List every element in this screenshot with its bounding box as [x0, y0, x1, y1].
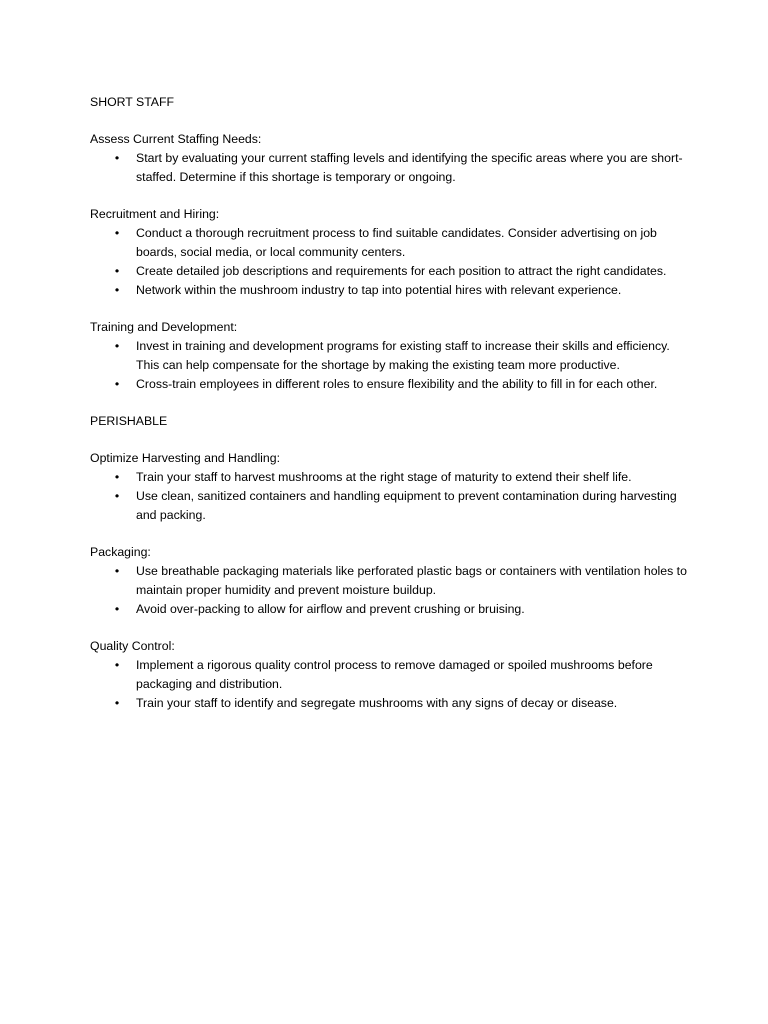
bullet-text: Invest in training and development programs for existing staff to increase their skills and efficiency. This can help compensate for the shortage by making the existing team more productive.	[136, 339, 670, 372]
section-optimize-harvesting-and-handling	[90, 449, 690, 525]
bullet-icon: •	[114, 489, 120, 503]
bullet-text: Use breathable packaging materials like perforated plastic bags or containers with ventilation holes to maintain proper humidity and prevent moisture buildup.	[136, 564, 687, 597]
bullet-item	[90, 562, 690, 600]
bullet-icon: •	[114, 602, 120, 616]
bullet-text: Train your staff to identify and segregate mushrooms with any signs of decay or disease.	[136, 696, 618, 710]
bullet-icon: •	[114, 264, 120, 278]
subsection-title: Quality Control:	[90, 639, 175, 653]
bullet-item	[90, 656, 690, 694]
bullet-item	[90, 694, 690, 713]
bullet-text: Start by evaluating your current staffing levels and identifying the specific areas where you are short-staffed. Determine if this shortage is temporary or ongoing.	[136, 151, 683, 184]
heading-block-perishable	[90, 412, 690, 431]
bullet-icon: •	[114, 470, 120, 484]
bullet-icon: •	[114, 226, 120, 240]
subsection-title: Packaging:	[90, 545, 151, 559]
section-assess-current-staffing-needs	[90, 130, 690, 187]
bullet-icon: •	[114, 696, 120, 710]
subsection-title: Assess Current Staffing Needs:	[90, 132, 262, 146]
heading-block-short-staff	[90, 93, 690, 112]
bullet-item	[90, 468, 690, 487]
bullet-list	[90, 149, 690, 187]
bullet-list	[90, 562, 690, 619]
bullet-text: Network within the mushroom industry to tap into potential hires with relevant experience.	[136, 283, 622, 297]
subsection-title: Training and Development:	[90, 320, 238, 334]
section-heading: SHORT STAFF	[90, 95, 175, 109]
bullet-text: Implement a rigorous quality control process to remove damaged or spoiled mushrooms before packaging and distribution.	[136, 658, 653, 691]
bullet-list	[90, 224, 690, 300]
bullet-icon: •	[114, 564, 120, 578]
subsection-title: Recruitment and Hiring:	[90, 207, 220, 221]
section-packaging	[90, 543, 690, 619]
bullet-icon: •	[114, 151, 120, 165]
bullet-list	[90, 468, 690, 525]
bullet-item	[90, 281, 690, 300]
section-recruitment-and-hiring	[90, 205, 690, 300]
bullet-icon: •	[114, 339, 120, 353]
bullet-list	[90, 656, 690, 713]
bullet-text: Use clean, sanitized containers and handling equipment to prevent contamination during harvesting and packing.	[136, 489, 677, 522]
bullet-list	[90, 337, 690, 394]
bullet-icon: •	[114, 658, 120, 672]
bullet-text: Cross-train employees in different roles to ensure flexibility and the ability to fill in for each other.	[136, 377, 658, 391]
bullet-text: Create detailed job descriptions and requirements for each position to attract the right candidates.	[136, 264, 667, 278]
bullet-icon: •	[114, 283, 120, 297]
bullet-icon: •	[114, 377, 120, 391]
bullet-text: Conduct a thorough recruitment process to find suitable candidates. Consider advertising on job boards, social media, or local community centers.	[136, 226, 657, 259]
bullet-item	[90, 375, 690, 394]
bullet-item	[90, 337, 690, 375]
section-training-and-development	[90, 318, 690, 394]
bullet-text: Avoid over-packing to allow for airflow and prevent crushing or bruising.	[136, 602, 525, 616]
bullet-item	[90, 149, 690, 187]
bullet-item	[90, 487, 690, 525]
bullet-item	[90, 262, 690, 281]
section-heading: PERISHABLE	[90, 414, 168, 428]
section-quality-control	[90, 637, 690, 713]
subsection-title: Optimize Harvesting and Handling:	[90, 451, 281, 465]
bullet-item	[90, 600, 690, 619]
document-body	[90, 93, 690, 713]
bullet-text: Train your staff to harvest mushrooms at the right stage of maturity to extend their shelf life.	[136, 470, 632, 484]
bullet-item	[90, 224, 690, 262]
